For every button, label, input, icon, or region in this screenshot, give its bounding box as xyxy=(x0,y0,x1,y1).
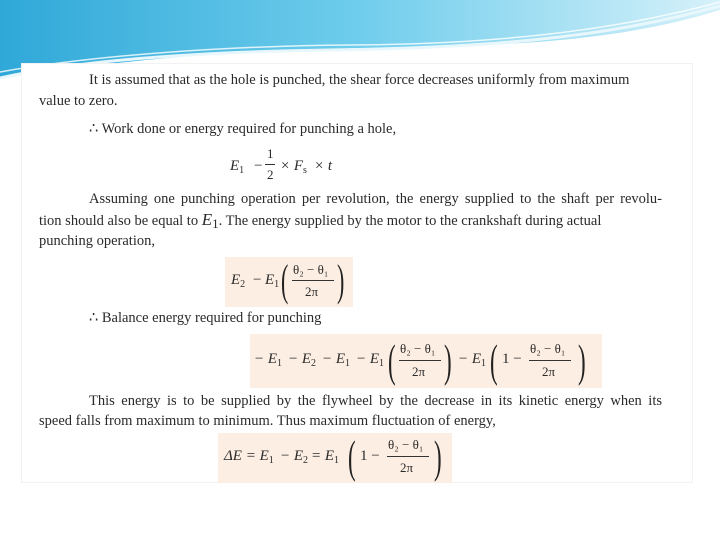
eq2-fraction-bar xyxy=(292,280,334,281)
eq2-numerator: θ₂ − θ₁ xyxy=(293,262,329,277)
eq4-mid: − $E_2$ xyxy=(280,448,309,466)
eq3-denominator-2: 2π xyxy=(542,364,556,379)
eq4-numerator: θ₂ − θ₁ xyxy=(388,437,424,452)
eq3-mid: − $E_2$ xyxy=(288,351,317,369)
para5-line2: speed falls from maximum to minimum. Thus maximum fluctuation of energy, xyxy=(39,413,496,429)
equation-balance-energy xyxy=(250,334,602,388)
eq2-left-paren: ( xyxy=(281,256,289,305)
document-page xyxy=(22,64,692,482)
eq3-minus: − $E_1$ xyxy=(356,351,385,369)
eq2-lhs: $E_2$ xyxy=(231,272,246,290)
eq1-thickness-term: × t xyxy=(314,158,333,174)
eq3-numerator: θ₂ − θ₁ xyxy=(400,341,436,356)
para5-line1: This energy is to be supplied by the flywheel by the decrease in its kinetic energy when its xyxy=(89,393,662,409)
para3-line3: punching operation, xyxy=(39,233,155,249)
para4-line xyxy=(89,308,321,328)
eq2-e1: $E_1$ xyxy=(265,272,280,290)
eq3-fraction-bar xyxy=(399,360,441,361)
para3-line2-end: . The energy supplied by the motor to the crankshaft during actual xyxy=(218,213,602,229)
eq3-left-paren-2: ( xyxy=(490,335,498,386)
para3-line2-start: tion should also be equal to xyxy=(39,213,199,229)
eq3-denominator: 2π xyxy=(412,364,426,379)
eq2-right-paren: ) xyxy=(337,256,345,305)
equation-motor-energy xyxy=(225,257,353,307)
eq1-force-term: × $F_s$ xyxy=(280,158,307,176)
eq1-fraction-bar xyxy=(265,164,275,165)
para4-text: Balance energy required for punching xyxy=(101,310,322,326)
eq4-eq: = $E_1$ xyxy=(311,448,340,466)
para3-variable: E1 xyxy=(201,210,219,231)
equation-max-fluctuation xyxy=(218,433,452,483)
eq3-eq2: − $E_1$ xyxy=(322,351,351,369)
eq3-left-paren: ( xyxy=(388,335,396,386)
eq1-numerator: 1 xyxy=(267,146,274,161)
eq3-fraction-bar-2 xyxy=(529,360,571,361)
para1-line2: value to zero. xyxy=(39,93,118,109)
eq2-equals: − xyxy=(253,272,262,288)
eq3-numerator-2: θ₂ − θ₁ xyxy=(530,341,566,356)
para2-line xyxy=(89,119,396,139)
eq1-denominator: 2 xyxy=(267,167,274,182)
eq4-one-minus: 1 − xyxy=(360,448,380,464)
therefore-symbol: ∴ xyxy=(89,310,99,326)
eq4-right-paren: ) xyxy=(434,431,442,482)
eq3-eq3: − $E_1$ xyxy=(458,351,487,369)
para2-text: Work done or energy required for punching a hole, xyxy=(101,121,397,137)
eq4-lhs: $\Delta E = E_1$ xyxy=(224,448,274,466)
para1-line1: It is assumed that as the hole is punched, the shear force decreases uniformly from maximum xyxy=(89,72,630,88)
therefore-symbol: ∴ xyxy=(89,121,99,137)
eq3-one-minus: 1 − xyxy=(502,351,522,367)
eq2-denominator: 2π xyxy=(305,284,319,299)
para3-line2 xyxy=(39,210,601,231)
eq3-lead: − $E_1$ xyxy=(254,351,283,369)
eq1-lhs: $E_1$ xyxy=(230,158,245,176)
eq3-right-paren: ) xyxy=(444,335,452,386)
eq3-right-paren-2: ) xyxy=(578,335,586,386)
para3-line1: Assuming one punching operation per revolution, the energy supplied to the shaft per revolu- xyxy=(89,191,662,207)
eq4-left-paren: ( xyxy=(348,431,356,482)
eq4-denominator: 2π xyxy=(400,460,414,475)
eq1-equals: − xyxy=(254,158,263,174)
eq4-fraction-bar xyxy=(387,456,429,457)
